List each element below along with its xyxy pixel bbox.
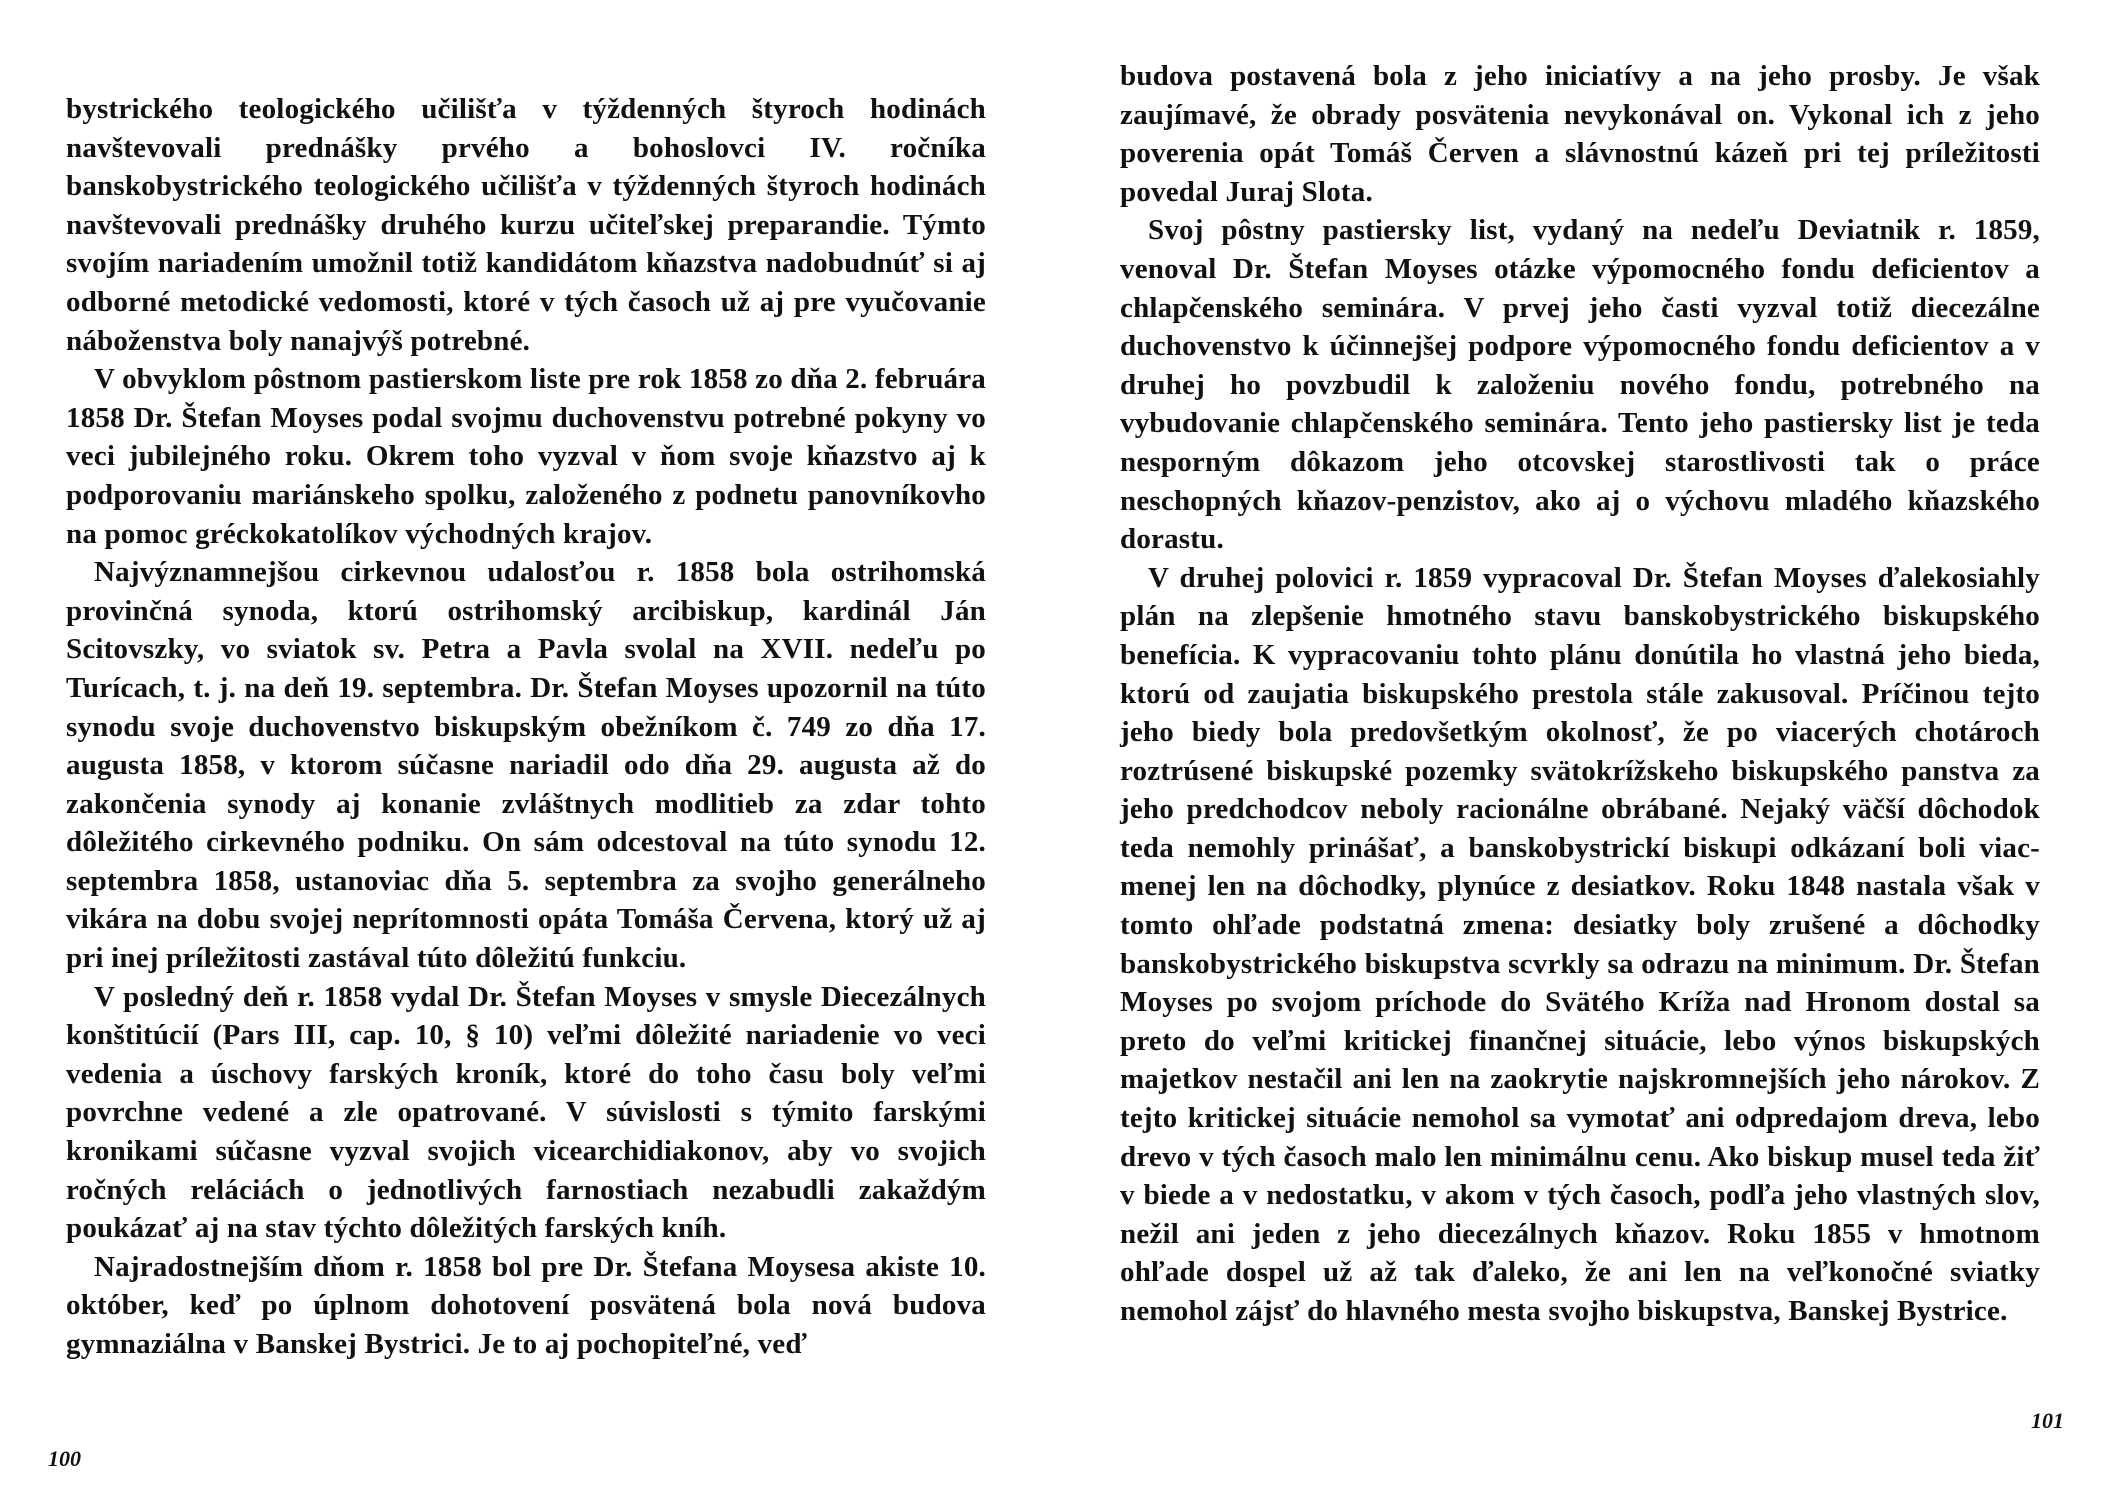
- left-page-text: [66, 90, 986, 1364]
- paragraph: V obvyklom pôstnom pastierskom liste pre rok 1858 zo dňa 2. februára 1858 Dr. Štefan Moyses podal svojmu duchovenstvu potrebné pokyny vo veci jubilejného roku. Okrem toho vyzval v ňom svoje kňazstvo aj k podporovaniu mariánskeho spolku, založeného z podnetu panovníkovho na pomoc gréckokatolíkov východných krajov.: [66, 363, 986, 550]
- paragraph: V posledný deň r. 1858 vydal Dr. Štefan Moyses v smysle Diecezálnych konštitúcií (Pars III, cap. 10, § 10) veľmi dôležité nariadenie vo veci vedenia a úschovy farských kroník, ktoré do toho času boly veľmi povrchne vedené a zle opatrované. V súvislosti s týmito farskými kronikami súčasne vyzval svojich vicearchidiakonov, aby vo svojich ročných reláciách o jednotlivých farnostiach nezabudli zakaždým poukázať aj na stav týchto dôležitých farských kníh.: [66, 980, 986, 1245]
- page-number: 101: [2031, 1408, 2064, 1433]
- right-page-text: [1120, 57, 2040, 1331]
- page-number: 100: [48, 1446, 81, 1471]
- right-page: [1053, 0, 2106, 1500]
- paragraph: Najradostnejším dňom r. 1858 bol pre Dr. Štefana Moysesa akiste 10. október, keď po úplnom dohotovení posvätená bola nová budova gymnaziálna v Banskej Bystrici. Je to aj pochopiteľné, veď: [66, 1250, 986, 1360]
- paragraph: bystrického teologického učilišťa v týždenných štyroch hodinách navštevovali prednášky prvého a bohoslovci IV. ročníka banskobystrického teologického učilišťa v týždenných štyroch hodinách navštevovali prednášky druhého kurzu učiteľskej preparandie. Týmto svojím nariadením umožnil totiž kandidátom kňazstva nadobudnúť si aj odborné metodické vedomosti, ktoré v tých časoch už aj pre vyučovanie náboženstva boly nanajvýš potrebné.: [66, 93, 986, 357]
- paragraph: budova postavená bola z jeho iniciatívy a na jeho prosby. Je však zaujímavé, že obrady posvätenia nevykonával on. Vykonal ich z jeho poverenia opát Tomáš Červen a slávnostnú kázeň pri tej príležitosti povedal Juraj Slota.: [1120, 60, 2040, 208]
- paragraph: V druhej polovici r. 1859 vypracoval Dr. Štefan Moyses ďalekosiahly plán na zlepšenie hmotného stavu banskobystrického biskupského benefícia. K vypracovaniu tohto plánu donútila ho vlastná jeho bieda, ktorú od zaujatia biskupského prestola stále zakusoval. Príčinou tejto jeho biedy bola predovšetkým okolnosť, že po viacerých chotároch roztrúsené biskupské pozemky svätokrížskeho biskupského panstva za jeho predchodcov neboly racionálne obrábané. Nejaký väčší dôchodok teda nemohly prinášať, a banskobystrickí biskupi odkázaní boli viac-menej len na dôchodky, plynúce z desiatkov. Roku 1848 nastala však v tomto ohľade podstatná zmena: desiatky boly zrušené a dôchodky banskobystrického biskupstva scvrkly sa odrazu na minimum. Dr. Štefan Moyses po svojom príchode do Svätého Kríža nad Hronom dostal sa preto do veľmi kritickej finančnej situácie, lebo výnos biskupských majetkov nestačil ani len na zaokrytie najskromnejších jeho nárokov. Z tejto kritickej situácie nemohol sa vymotať ani odpredajom dreva, lebo drevo v tých časoch malo len minimálnu cenu. Ako biskup musel teda žiť v biede a v nedostatku, v akom v tých časoch, podľa jeho vlastných slov, nežil ani jeden z jeho diecezálnych kňazov. Roku 1855 v hmotnom ohľade dospel už až tak ďaleko, že ani len na veľkonočné sviatky nemohol zájsť do hlavného mesta svojho biskupstva, Banskej Bystrice.: [1120, 561, 2040, 1327]
- paragraph: Najvýznamnejšou cirkevnou udalosťou r. 1858 bola ostrihomská provinčná synoda, ktorú ostrihomský arcibiskup, kardinál Ján Scitovszky, vo sviatok sv. Petra a Pavla svolal na XVII. nedeľu po Turícach, t. j. na deň 19. septembra. Dr. Štefan Moyses upozornil na túto synodu svoje duchovenstvo biskupským obežníkom č. 749 zo dňa 17. augusta 1858, v ktorom súčasne nariadil odo dňa 29. augusta až do zakončenia synody aj konanie zvláštnych modlitieb za zdar tohto dôležitého cirkevného podniku. On sám odcestoval na túto synodu 12. septembra 1858, ustanoviac dňa 5. septembra za svojho generálneho vikára na dobu svojej neprítomnosti opáta Tomáša Červena, ktorý už aj pri inej príležitosti zastával túto dôležitú funkciu.: [66, 556, 986, 975]
- paragraph: Svoj pôstny pastiersky list, vydaný na nedeľu Deviatnik r. 1859, venoval Dr. Štefan Moyses otázke výpomocného fondu deficientov a chlapčenského seminára. V prvej jeho časti vyzval totiž diecezálne duchovenstvo k účinnejšej podpore výpomocného fondu deficientov a v druhej ho povzbudil k založeniu nového fondu, potrebného na vybudovanie chlapčenského seminára. Tento jeho pastiersky list je teda nesporným dôkazom jeho otcovskej starostlivosti tak o práce neschopných kňazov-penzistov, ako aj o výchovu mladého kňazského dorastu.: [1120, 214, 2040, 556]
